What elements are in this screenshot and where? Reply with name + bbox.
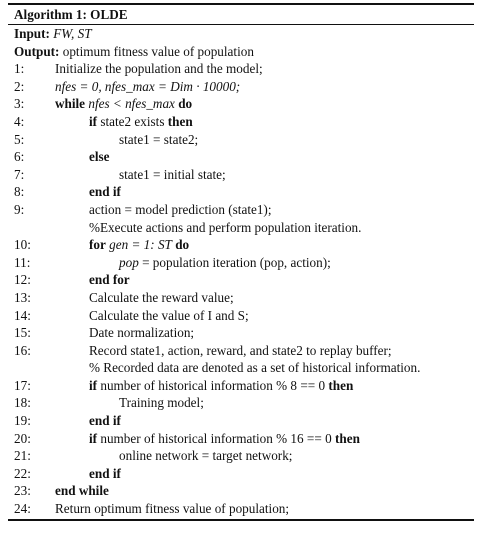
algo-line-2: [8, 78, 474, 96]
line-text: state1 = state2;: [119, 131, 199, 147]
line-text: Date normalization;: [89, 325, 195, 341]
line-text: state1 = initial state;: [119, 166, 226, 182]
line-code: [89, 236, 189, 254]
algo-line-1: [8, 60, 474, 78]
input-label: Input:: [14, 26, 50, 41]
line-number: 1:: [14, 61, 25, 77]
keyword: then: [328, 377, 354, 393]
algo-line-19: [8, 412, 474, 430]
line-text: Record state1, action, reward, and state2 to replay buffer;: [89, 342, 392, 358]
keyword: if: [89, 377, 98, 393]
condition: nfes < nfes_max: [88, 96, 175, 112]
line-code: [119, 254, 331, 272]
algo-line-13: [8, 289, 474, 307]
comment-line-1: [8, 219, 474, 237]
algo-line-16: [8, 342, 474, 360]
keyword: do: [175, 237, 190, 253]
line-number: 7:: [14, 166, 25, 182]
line-text: Return optimum fitness value of population;: [55, 501, 290, 517]
line-text: = population iteration (pop, action);: [138, 254, 331, 270]
algo-line-10: [8, 236, 474, 254]
algo-line-20: [8, 430, 474, 448]
algo-line-11: [8, 254, 474, 272]
algorithm-box: [8, 3, 474, 521]
keyword: end if: [89, 465, 121, 481]
line-number: 3:: [14, 96, 25, 112]
comment-text: % Recorded data are denoted as a set of historical information.: [89, 360, 421, 376]
line-text: Initialize the population and the model;: [55, 61, 263, 77]
algo-line-23: [8, 482, 474, 500]
line-number: 17:: [14, 377, 31, 393]
line-number: 5:: [14, 131, 25, 147]
input-line: [8, 25, 474, 43]
comment-line-2: [8, 359, 474, 377]
line-number: 19:: [14, 413, 31, 429]
line-number: 2:: [14, 78, 25, 94]
line-number: 4:: [14, 113, 25, 129]
loop-range: gen = 1: ST: [109, 237, 172, 253]
algo-line-21: [8, 447, 474, 465]
algo-line-14: [8, 307, 474, 325]
keyword: if: [89, 113, 98, 129]
keyword: end while: [55, 483, 109, 499]
line-number: 22:: [14, 465, 31, 481]
algo-line-9: [8, 201, 474, 219]
output-label: Output:: [14, 43, 60, 59]
line-number: 8:: [14, 184, 25, 200]
bottom-rule: [8, 519, 474, 521]
algo-line-8: [8, 183, 474, 201]
line-number: 14:: [14, 307, 31, 323]
output-line: [8, 43, 474, 61]
keyword: if: [89, 430, 98, 446]
line-number: 6:: [14, 149, 25, 165]
condition: number of historical information % 8 == 0: [100, 377, 326, 393]
algo-line-24: [8, 500, 474, 518]
algo-line-17: [8, 377, 474, 395]
algo-line-6: [8, 148, 474, 166]
keyword: end for: [89, 272, 130, 288]
line-number: 20:: [14, 430, 31, 446]
line-text: online network = target network;: [119, 448, 293, 464]
line-number: 13:: [14, 289, 31, 305]
algorithm-title: Algorithm 1: OLDE: [14, 7, 128, 22]
keyword: then: [167, 113, 193, 129]
line-text: Calculate the reward value;: [89, 289, 234, 305]
comment-text: %Execute actions and perform population iteration.: [89, 219, 362, 235]
line-number: 23:: [14, 483, 31, 499]
algo-line-3: [8, 95, 474, 113]
line-text: Calculate the value of I and S;: [89, 307, 249, 323]
algo-line-18: [8, 394, 474, 412]
line-text: action = model prediction (state1);: [89, 201, 272, 217]
input-value: FW, ST: [53, 26, 92, 41]
algo-line-4: [8, 113, 474, 131]
line-number: 9:: [14, 201, 25, 217]
line-code: [89, 113, 193, 131]
algo-line-15: [8, 324, 474, 342]
line-text: Training model;: [119, 395, 204, 411]
line-code: [89, 430, 360, 448]
line-number: 10:: [14, 237, 31, 253]
line-number: 18:: [14, 395, 31, 411]
line-number: 21:: [14, 448, 31, 464]
variable: pop: [119, 254, 139, 270]
algo-line-7: [8, 166, 474, 184]
condition: number of historical information % 16 == 0: [100, 430, 332, 446]
line-text: nfes = 0, nfes_max = Dim · 10000;: [55, 78, 241, 94]
algo-line-12: [8, 271, 474, 289]
line-code: [55, 95, 192, 113]
condition: state2 exists: [100, 113, 165, 129]
line-number: 11:: [14, 254, 31, 270]
line-code: [89, 377, 353, 395]
algo-line-5: [8, 131, 474, 149]
keyword: then: [334, 430, 360, 446]
line-number: 24:: [14, 501, 31, 517]
output-value: optimum fitness value of population: [62, 43, 254, 59]
algo-line-22: [8, 465, 474, 483]
keyword: for: [89, 237, 106, 253]
keyword: end if: [89, 413, 121, 429]
keyword: else: [89, 149, 110, 165]
line-number: 16:: [14, 342, 31, 358]
keyword: end if: [89, 184, 121, 200]
keyword: while: [55, 96, 86, 112]
line-number: 12:: [14, 272, 31, 288]
line-number: 15:: [14, 325, 31, 341]
keyword: do: [178, 96, 193, 112]
